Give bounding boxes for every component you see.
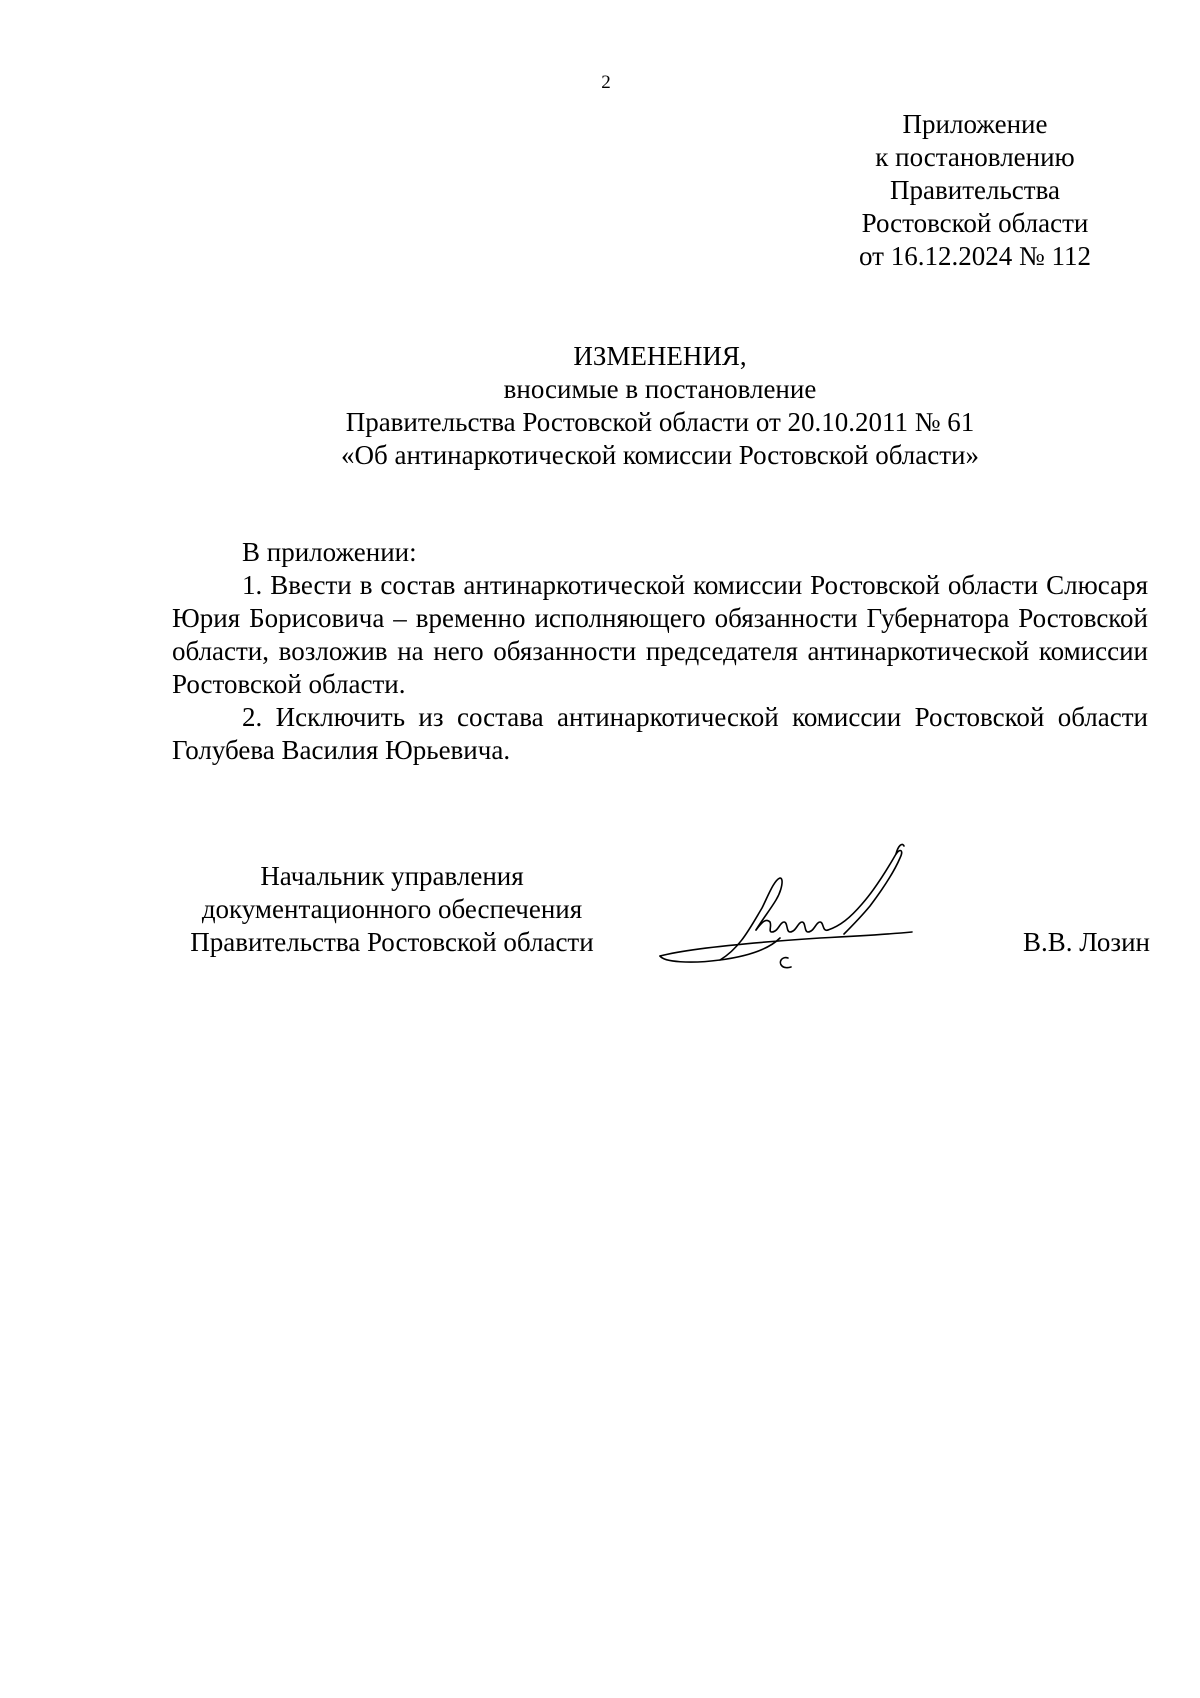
appendix-line: Ростовской области bbox=[861, 208, 1089, 238]
signatory-title-line: документационного обеспечения bbox=[201, 894, 583, 924]
signatory-title-line: Правительства Ростовской области bbox=[190, 927, 594, 957]
body-item-1: 1. Ввести в состав антинаркотической комиссии Ростовской области Слюсаря Юрия Борисовича – временно исполняющего обязанности Губернатора Ростовской области, возложив на него обязанности председателя антинаркотической комиссии Ростовской области. bbox=[172, 570, 1148, 699]
heading-line: вносимые в постановление bbox=[503, 374, 817, 404]
body-intro: В приложении: bbox=[242, 537, 417, 567]
body-item-2: 2. Исключить из состава антинаркотической комиссии Ростовской области Голубева Василия Юрьевича. bbox=[172, 702, 1148, 765]
heading-title: ИЗМЕНЕНИЯ, bbox=[573, 341, 747, 371]
appendix-line: от 16.12.2024 № 112 bbox=[859, 241, 1091, 271]
document-heading bbox=[170, 340, 1150, 472]
appendix-line: к постановлению bbox=[875, 142, 1075, 172]
heading-line: «Об антинаркотической комиссии Ростовской области» bbox=[340, 440, 979, 470]
appendix-line: Приложение bbox=[902, 109, 1048, 139]
page-number-text: 2 bbox=[601, 72, 611, 93]
appendix-line: Правительства bbox=[890, 175, 1060, 205]
signatory-title-line: Начальник управления bbox=[260, 861, 524, 891]
signatory-title bbox=[172, 860, 612, 959]
page-number bbox=[0, 72, 1200, 94]
signer-name: В.В. Лозин bbox=[1023, 927, 1150, 957]
document-body bbox=[172, 536, 1148, 767]
heading-line: Правительства Ростовской области от 20.10.2011 № 61 bbox=[345, 407, 975, 437]
handwritten-signature bbox=[650, 838, 980, 988]
appendix-header bbox=[820, 108, 1130, 273]
